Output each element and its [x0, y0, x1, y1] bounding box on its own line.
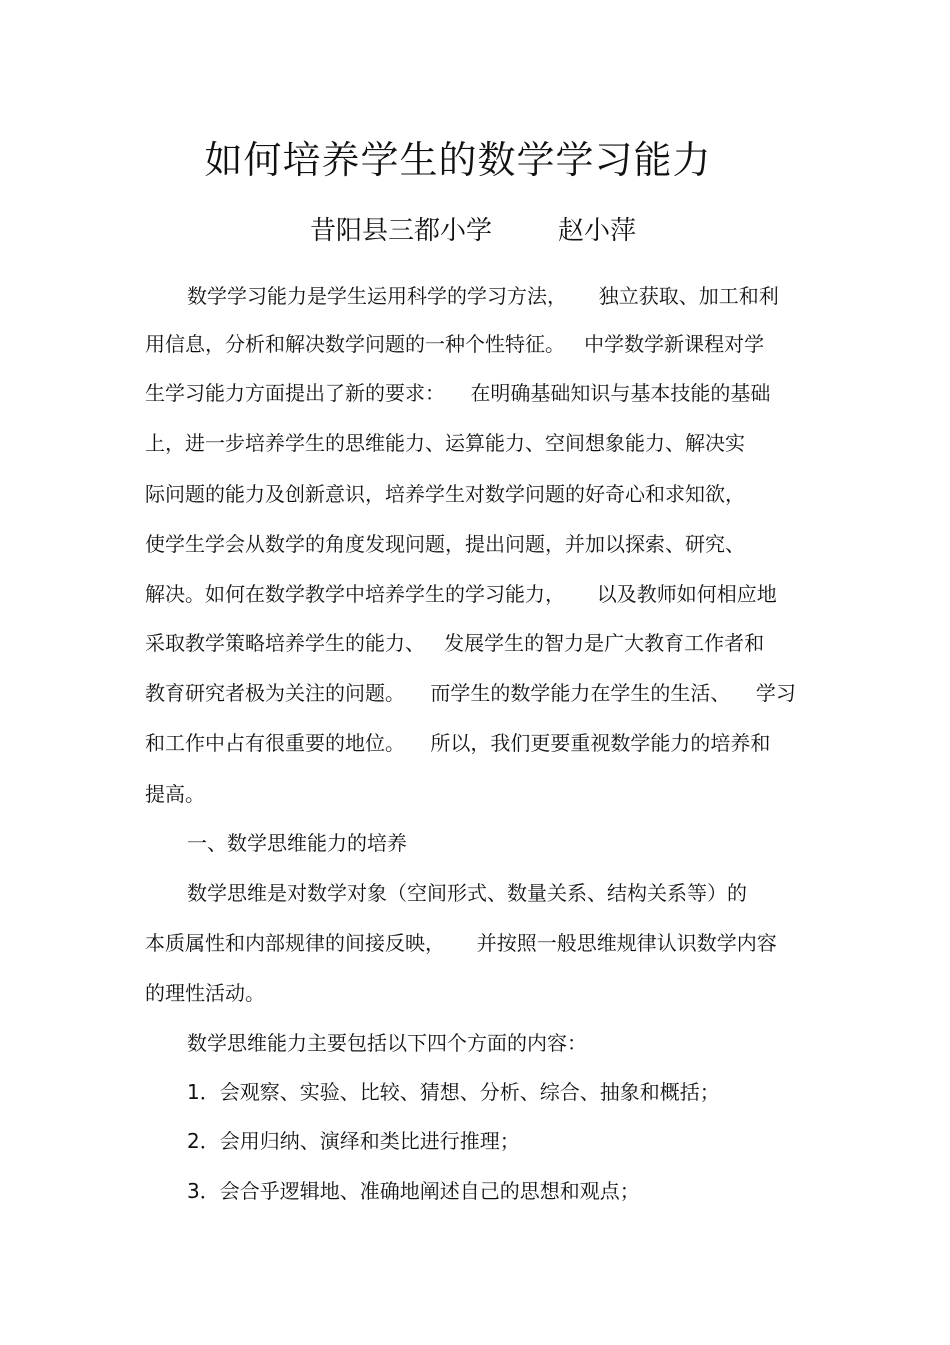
list-item: 1．会观察、实验、比较、猜想、分析、综合、抽象和概括； — [187, 1080, 720, 1104]
paragraph-line: 生学习能力方面提出了新的要求： 在明确基础知识与基本技能的基础 — [145, 381, 771, 405]
paragraph-line: 数学思维是对数学对象（空间形式、数量关系、结构关系等）的 — [187, 881, 747, 905]
list-item: 2．会用归纳、演绎和类比进行推理； — [187, 1129, 520, 1153]
document-title: 如何培养学生的数学学习能力 — [204, 138, 712, 182]
paragraph-line: 和工作中占有很重要的地位。 所以，我们更要重视数学能力的培养和 — [145, 731, 771, 755]
paragraph-line: 采取教学策略培养学生的能力、 发展学生的智力是广大教育工作者和 — [145, 631, 765, 655]
section-heading: 一、数学思维能力的培养 — [187, 831, 407, 855]
paragraph-line: 提高。 — [145, 782, 205, 806]
paragraph-line: 用信息，分析和解决数学问题的一种个性特征。 中学数学新课程对学 — [145, 332, 765, 356]
paragraph-line: 际问题的能力及创新意识，培养学生对数学问题的好奇心和求知欲， — [145, 482, 745, 506]
author-line: 昔阳县三都小学 赵小萍 — [309, 216, 637, 246]
paragraph-line: 的理性活动。 — [145, 981, 265, 1005]
list-item: 3．会合乎逻辑地、准确地阐述自己的思想和观点； — [187, 1179, 640, 1203]
paragraph-line: 本质属性和内部规律的间接反映， 并按照一般思维规律认识数学内容 — [145, 931, 777, 955]
paragraph-line: 解决。如何在数学教学中培养学生的学习能力， 以及教师如何相应地 — [145, 582, 777, 606]
paragraph-line: 数学学习能力是学生运用科学的学习方法， 独立获取、加工和利 — [187, 284, 779, 308]
paragraph-line: 教育研究者极为关注的问题。 而学生的数学能力在学生的生活、 学习 — [145, 681, 796, 705]
paragraph-line: 上，进一步培养学生的思维能力、运算能力、空间想象能力、解决实 — [145, 431, 745, 455]
paragraph-line: 使学生学会从数学的角度发现问题，提出问题，并加以探索、研究、 — [145, 532, 745, 556]
list-intro: 数学思维能力主要包括以下四个方面的内容： — [187, 1031, 587, 1055]
